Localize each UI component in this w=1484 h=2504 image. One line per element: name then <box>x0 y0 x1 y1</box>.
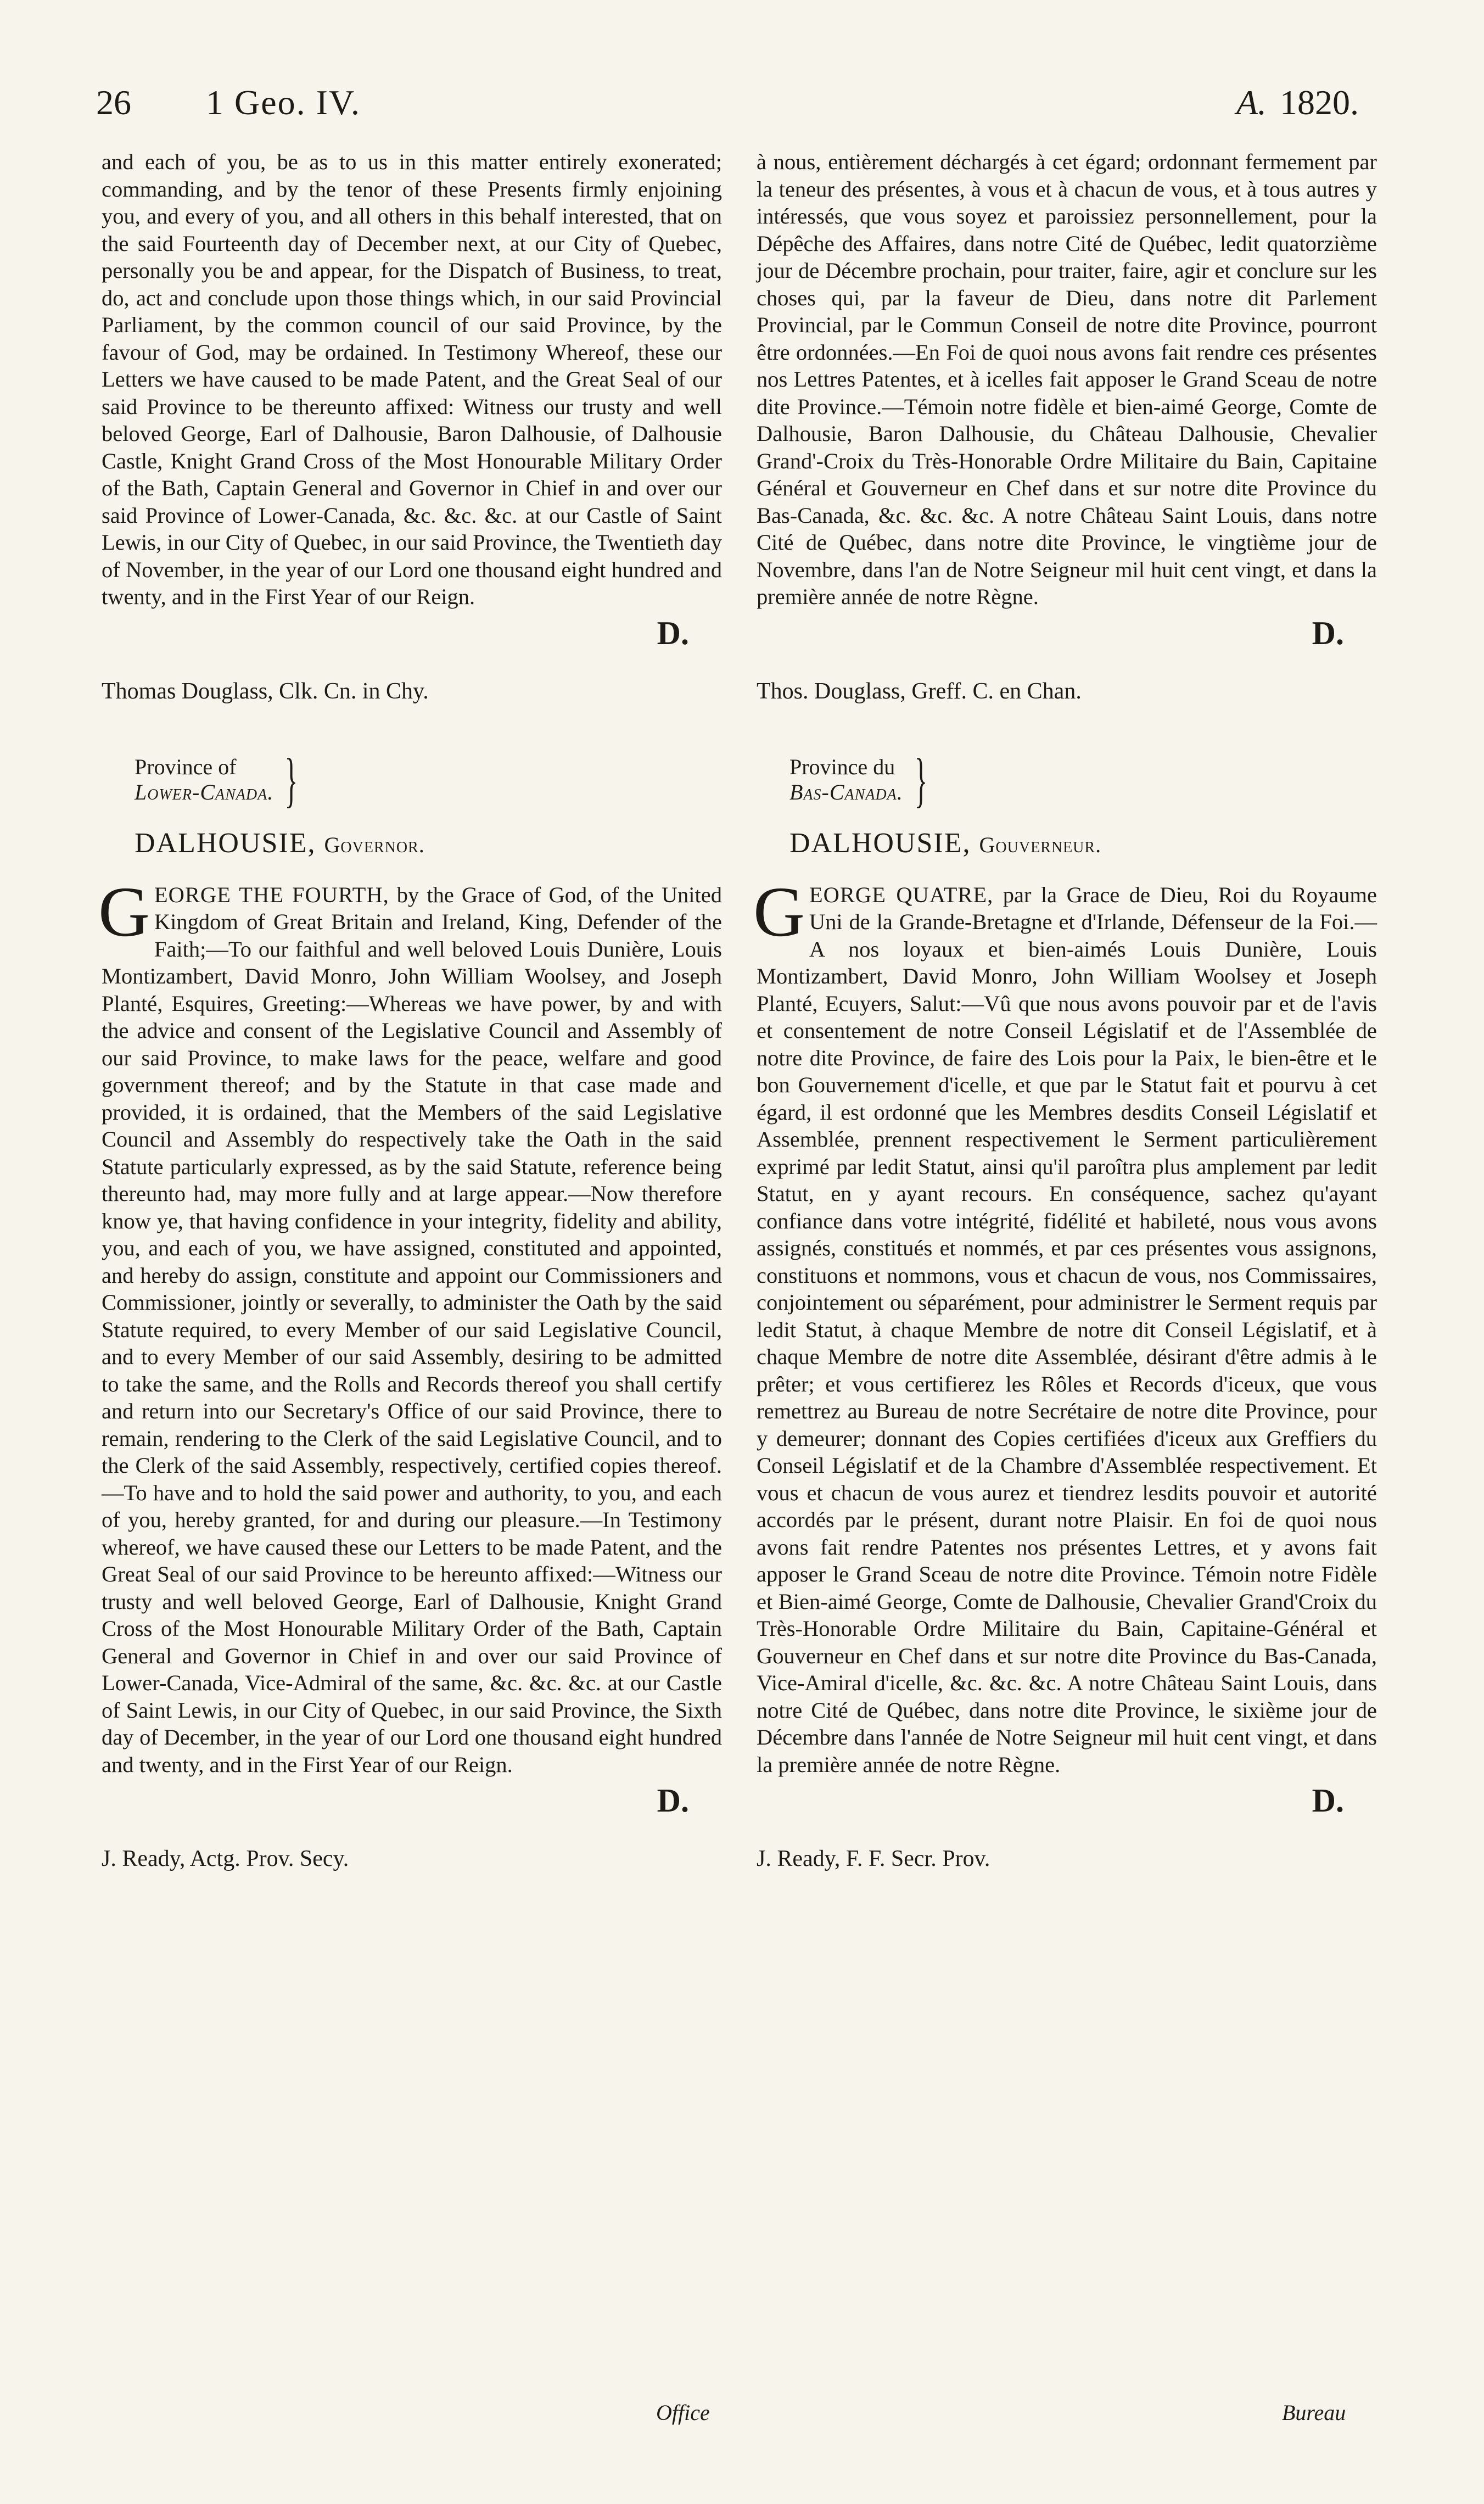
english-seal-mark-1: D. <box>657 614 689 651</box>
french-province-heading <box>789 746 1377 813</box>
french-seal-mark-1: D. <box>1312 614 1344 651</box>
running-title: 1 Geo. IV. <box>206 83 361 122</box>
page-number: 26 <box>96 83 131 122</box>
year-value: 1820. <box>1280 83 1359 122</box>
page-header <box>96 82 1359 132</box>
french-signature-1: Thos. Douglass, Greff. C. en Chan. <box>757 678 1082 704</box>
english-seal-mark-2: D. <box>657 1782 689 1819</box>
year-heading <box>1236 82 1359 123</box>
brace-glyph: } <box>284 746 298 813</box>
french-seal-mark-2: D. <box>1312 1782 1344 1819</box>
french-continuation-paragraph: à nous, entièrement déchargés à cet égard; ordonnant fermement par la teneur des présentes, à vous et à chacun de vous, et à tous autres y intéressés, que vous soyez et paroissiez personnellement, pour la Dépêche des Affaires, dans notre Cité de Québec, ledit quatorzième jour de Décembre prochain, pour traiter, faire, agir et conclure sur les choses qui, par la faveur de Dieu, dans notre dit Parlement Provincial, par le Commun Conseil de notre dite Province, pourront être ordonnées.—En Foi de quoi nous avons fait rendre ces présentes nos Lettres Patentes, et à icelles fait apposer le Grand Sceau de notre dite Province.—Témoin notre fidèle et bien-aimé George, Comte de Dalhousie, Baron Dalhousie, du Château Dalhousie, Chevalier Grand'-Croix du Très-Honorable Ordre Militaire du Bain, Capitaine Général et Gouverneur en Chef dans et sur notre dite Province du Bas-Canada, &c. &c. &c. A notre Château Saint Louis, dans notre Cité de Québec, dans notre dite Province, le vingtième jour de Novembre, dans l'an de Notre Seigneur mil huit cent vingt, et dans la première année de notre Règne. <box>757 149 1377 609</box>
english-governor-heading <box>135 827 722 862</box>
english-opening-caps: EORGE THE FOURTH, <box>154 882 389 907</box>
english-province-line-2: Lower-Canada. <box>135 779 274 804</box>
english-signature-1: Thomas Douglass, Clk. Cn. in Chy. <box>102 678 429 704</box>
french-proclamation-paragraph <box>753 872 1377 1779</box>
french-proclamation-text: par la Grace de Dieu, Roi du Royaume Uni de la Grande-Bretagne et d'Irlande, Défenseur de la Foi.—A nos loyaux et bien-aimés Louis Dunière, Louis Montizambert, David Monro, John William Woolsey et Joseph Planté, Ecuyers, Salut:—Vû que nous avons pouvoir par et de l'avis et consentement de notre Conseil Législatif et de l'Assemblée de notre dite Province, de faire des Lois pour la Paix, le bien-être et le bon Gouvernement d'icelle, et que par le Statut fait et pourvu à cet égard, il est ordonné que les Membres desdits Conseil Législatif et Assemblée, prennent respectivement le Serment particulièrement exprimé par ledit Statut, ainsi qu'il paroîtra plus amplement par ledit Statut, en y ayant recours. En conséquence, sachez qu'ayant confiance dans votre intégrité, fidélité et habileté, nous vous avons assignés, constitués et nommés, et par ces présentes vous assignons, constituons et nommons, vous et chacun de vous, nos Commissaires, conjointement ou séparément, pour administrer le Serment requis par ledit Statut, à chaque Membre de notre dit Conseil Législatif, et à chaque Membre de notre dite Assemblée, désirant d'être admis à le prêter; et vous certifierez les Rôles et Records d'iceux, que vous remettrez au Bureau de notre Secrétaire de notre dite Province, pour y demeurer; donnant des Copies certifiées d'iceux aux Greffiers du Conseil Législatif et de la Chambre d'Assemblée respectivement. Et vous et chacun de vous aurez et tiendrez lesdits pouvoir et autorité accordés par le présent, durant notre Plaisir. En foi de quoi nous avons fait rendre Patentes nos présentes Lettres, et y avons fait apposer le Grand Sceau de notre dite Province. Témoin notre Fidèle et Bien-aimé George, Comte de Dalhousie, Chevalier Grand'Croix du Très-Honorable Ordre Militaire du Bain, Capitaine-Général et Gouverneur en Chef dans et sur notre dite Province du Bas-Canada, Vice-Amiral d'icelle, &c. &c. &c. A notre Château Saint Louis, dans notre Cité de Québec, dans notre dite Province, le sixième jour de Décembre dans l'année de Notre Seigneur mil huit cent vingt, et dans la première année de notre Règne. <box>757 882 1377 1777</box>
english-continuation-paragraph: and each of you, be as to us in this matter entirely exonerated; commanding, and by the tenor of these Presents firmly enjoining you, and every of you, and all others in this behalf interested, that on the said Fourteenth day of December next, at our City of Quebec, personally you be and appear, for the Dispatch of Business, to treat, do, act and conclude upon those things which, in our said Provincial Parliament, by the common council of our said Province, by the favour of God, may be ordained. In Testimony Whereof, these our Letters we have caused to be made Patent, and the Great Seal of our said Province to be thereunto affixed: Witness our trusty and well beloved George, Earl of Dalhousie, Baron Dalhousie, of Dalhousie Castle, Knight Grand Cross of the Most Honourable Military Order of the Bath, Captain General and Governor in Chief in and over our said Province of Lower-Canada, &c. &c. &c. at our Castle of Saint Lewis, in our City of Quebec, in our said Province, the Twentieth day of November, in the year of our Lord one thousand eight hundred and twenty, and in the First Year of our Reign. <box>102 149 722 609</box>
french-governor-title: Gouverneur. <box>979 832 1102 857</box>
french-signature-2: J. Ready, F. F. Secr. Prov. <box>757 1846 990 1871</box>
french-governor-heading <box>789 827 1377 862</box>
english-proclamation-paragraph <box>98 872 722 1779</box>
english-signature-2: J. Ready, Actg. Prov. Secy. <box>102 1846 349 1871</box>
english-column <box>98 148 722 1873</box>
french-catchword: Bureau <box>1282 2400 1346 2425</box>
french-column <box>753 148 1377 1873</box>
french-opening-caps: EORGE QUATRE, <box>809 882 994 907</box>
french-drop-cap: G <box>753 872 805 952</box>
french-province-line-1: Province du <box>789 754 895 779</box>
brace-glyph: } <box>914 746 928 813</box>
english-proclamation-text: by the Grace of God, of the United Kingdom of Great Britain and Ireland, King, Defender of the Faith;—To our faithful and well beloved Louis Dunière, Louis Montizambert, David Monro, John William Woolsey, and Joseph Planté, Esquires, Greeting:—Whereas we have power, by and with the advice and consent of the Legislative Council and Assembly of our said Province, to make laws for the peace, welfare and good government thereof; and by the Statute in that case made and provided, it is ordained, that the Members of the said Legislative Council and Assembly do respectively take the Oath in the said Statute particularly expressed, as by the said Statute, reference being thereunto had, may more fully and at large appear.—Now therefore know ye, that having confidence in your integrity, fidelity and ability, you, and each of you, we have assigned, constituted and appointed, and hereby do assign, constitute and appoint our Commissioners and Commissioner, jointly or severally, to administer the Oath by the said Statute required, to every Member of our said Legislative Council, and to every Member of our said Assembly, desiring to be admitted to take the same, and the Rolls and Records thereof you shall certify and return into our Secretary's Office of our said Province, there to remain, rendering to the Clerk of the said Legislative Council, and to the Clerk of the said Assembly, respectively, certified copies thereof.—To have and to hold the said power and authority, to you, and each of you, hereby granted, for and during our pleasure.—In Testimony whereof, we have caused these our Letters to be made Patent, and the Great Seal of our said Province to be hereunto affixed:—Witness our trusty and well beloved George, Earl of Dalhousie, Knight Grand Cross of the Most Honourable Military Order of the Bath, Captain General and Governor in Chief in and over our said Province of Lower-Canada, Vice-Admiral of the same, &c. &c. &c. at our Castle of Saint Lewis, in our City of Quebec, in our said Province, the Sixth day of December, in the year of our Lord one thousand eight hundred and twenty, and in the First Year of our Reign. <box>102 882 722 1777</box>
english-governor-name: DALHOUSIE, <box>135 827 316 859</box>
french-governor-name: DALHOUSIE, <box>789 827 971 859</box>
english-governor-title: Governor. <box>324 832 425 857</box>
english-province-heading <box>135 746 722 813</box>
french-province-line-2: Bas-Canada. <box>789 779 903 804</box>
english-drop-cap: G <box>98 872 150 952</box>
english-province-line-1: Province of <box>135 754 237 779</box>
year-prefix: A. <box>1236 83 1267 122</box>
english-catchword: Office <box>656 2400 710 2425</box>
